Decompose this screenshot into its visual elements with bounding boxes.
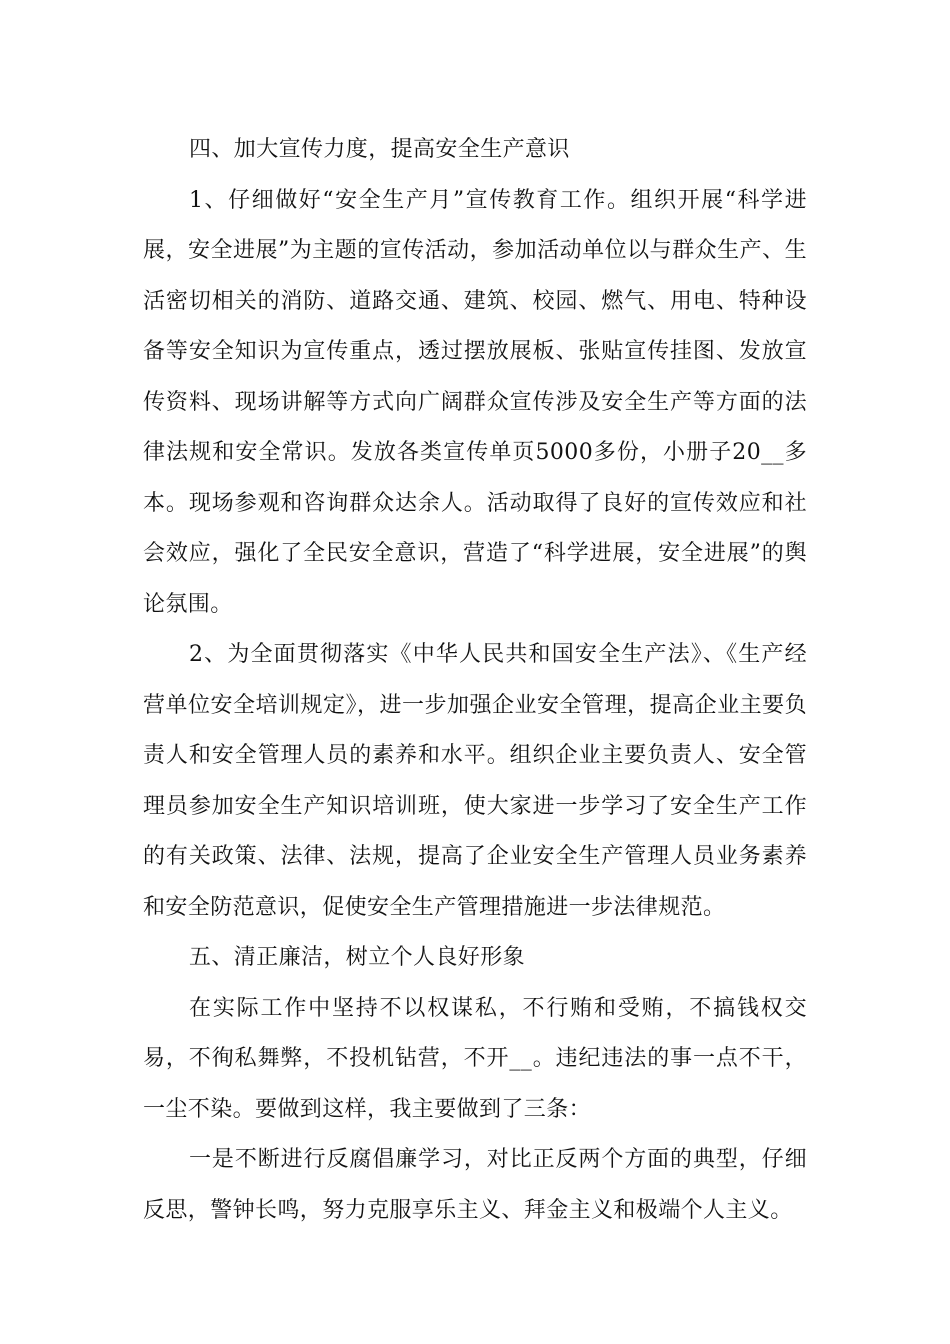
document-body [143, 125, 807, 1236]
paragraph-publicity-month: 1、仔细做好“安全生产月”宣传教育工作。组织开展“科学进展，安全进展”为主题的宣传活动，参加活动单位以与群众生产、生活密切相关的消防、道路交通、建筑、校园、燃气、用电、特种设备等安全知识为宣传重点，透过摆放展板、张贴宣传挂图、发放宣传资料、现场讲解等方式向广阔群众宣传涉及安全生产等方面的法律法规和安全常识。发放各类宣传单页5000多份，小册子20__多本。现场参观和咨询群众达余人。活动取得了良好的宣传效应和社会效应，强化了全民安全意识，营造了“科学进展，安全进展”的舆论氛围。 [143, 187, 807, 617]
paragraph-safety-training: 2、为全面贯彻落实《中华人民共和国安全生产法》、《生产经营单位安全培训规定》，进一步加强企业安全管理，提高企业主要负责人和安全管理人员的素养和水平。组织企业主要负责人、安全管理员参加安全生产知识培训班，使大家进一步学习了安全生产工作的有关政策、法律、法规，提高了企业安全生产管理人员业务素养和安全防范意识，促使安全生产管理措施进一步法律规范。 [143, 642, 807, 920]
paragraph-integrity: 在实际工作中坚持不以权谋私，不行贿和受贿，不搞钱权交易，不徇私舞弊，不投机钻营，不开__。违纪违法的事一点不干，一尘不染。要做到这样，我主要做到了三条： [143, 995, 807, 1122]
paragraph-anti-corruption-study: 一是不断进行反腐倡廉学习，对比正反两个方面的典型，仔细反思，警钟长鸣，努力克服享乐主义、拜金主义和极端个人主义。 [143, 1147, 807, 1223]
section-heading-5: 五、清正廉洁，树立个人良好形象 [189, 945, 526, 970]
section-heading-4: 四、加大宣传力度，提高安全生产意识 [189, 137, 570, 162]
